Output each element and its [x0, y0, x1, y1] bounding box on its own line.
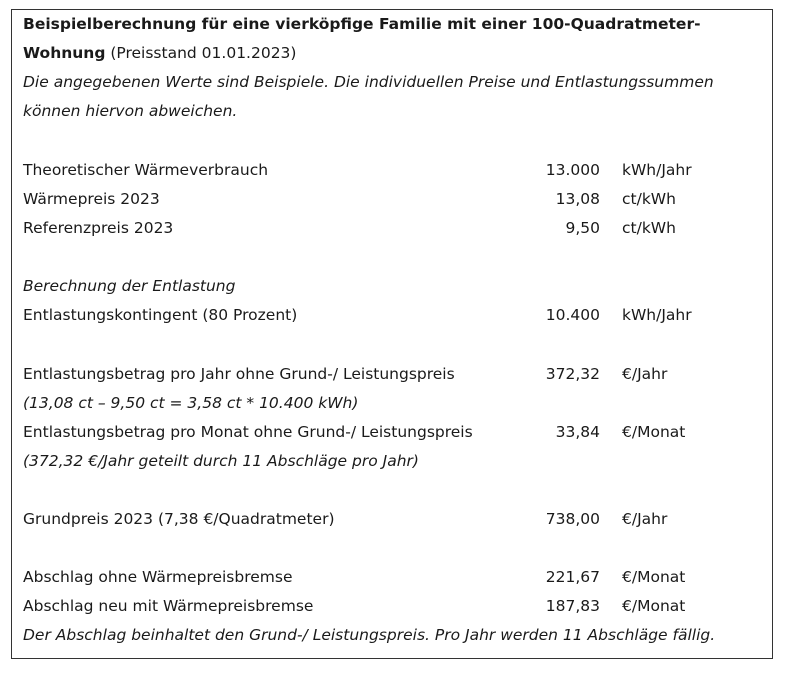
consumption-value: 13.000 [545, 161, 600, 179]
contingent-unit: kWh/Jahr [622, 306, 692, 324]
relief-year-unit: €/Jahr [622, 365, 668, 383]
consumption-unit: kWh/Jahr [622, 161, 692, 179]
relief-year-label: Entlastungsbetrag pro Jahr ohne Grund-/ Leistungspreis [23, 365, 455, 383]
relief-month-formula: (372,32 €/Jahr geteilt durch 11 Abschläge pro Jahr) [23, 452, 419, 470]
contingent-value: 10.400 [545, 306, 600, 324]
price-date: (Preisstand 01.01.2023) [105, 44, 297, 62]
relief-month-label: Entlastungsbetrag pro Monat ohne Grund-/ Leistungspreis [23, 423, 473, 441]
relief-month-value: 33,84 [555, 423, 600, 441]
relief-year-value: 372,32 [545, 365, 600, 383]
base-price-label: Grundpreis 2023 (7,38 €/Quadratmeter) [23, 510, 335, 528]
base-price-value: 738,00 [545, 510, 600, 528]
title-line-2-bold: Wohnung [23, 44, 106, 62]
relief-year-formula: (13,08 ct – 9,50 ct = 3,58 ct * 10.400 kWh) [23, 394, 359, 412]
contingent-label: Entlastungskontingent (80 Prozent) [23, 306, 298, 324]
heat-price-unit: ct/kWh [622, 190, 676, 208]
footer-note: Der Abschlag beinhaltet den Grund-/ Leistungspreis. Pro Jahr werden 11 Abschläge fällig. [23, 626, 716, 644]
installment-old-unit: €/Monat [622, 568, 686, 586]
installment-new-unit: €/Monat [622, 597, 686, 615]
disclaimer-line-1: Die angegebenen Werte sind Beispiele. Die individuellen Preise und Entlastungssummen [23, 73, 714, 91]
installment-old-label: Abschlag ohne Wärmepreisbremse [23, 568, 293, 586]
installment-new-value: 187,83 [545, 597, 600, 615]
title-line-2 [23, 43, 296, 63]
installment-old-value: 221,67 [545, 568, 600, 586]
disclaimer-line-2: können hiervon abweichen. [23, 102, 238, 120]
consumption-label: Theoretischer Wärmeverbrauch [23, 161, 269, 179]
section-heading: Berechnung der Entlastung [23, 277, 236, 295]
relief-month-unit: €/Monat [622, 423, 686, 441]
title-line-1: Beispielberechnung für eine vierköpfige Familie mit einer 100-Quadratmeter- [23, 15, 701, 33]
reference-price-value: 9,50 [565, 219, 600, 237]
heat-price-value: 13,08 [555, 190, 600, 208]
reference-price-unit: ct/kWh [622, 219, 676, 237]
reference-price-label: Referenzpreis 2023 [23, 219, 174, 237]
base-price-unit: €/Jahr [622, 510, 668, 528]
heat-price-label: Wärmepreis 2023 [23, 190, 160, 208]
installment-new-label: Abschlag neu mit Wärmepreisbremse [23, 597, 314, 615]
